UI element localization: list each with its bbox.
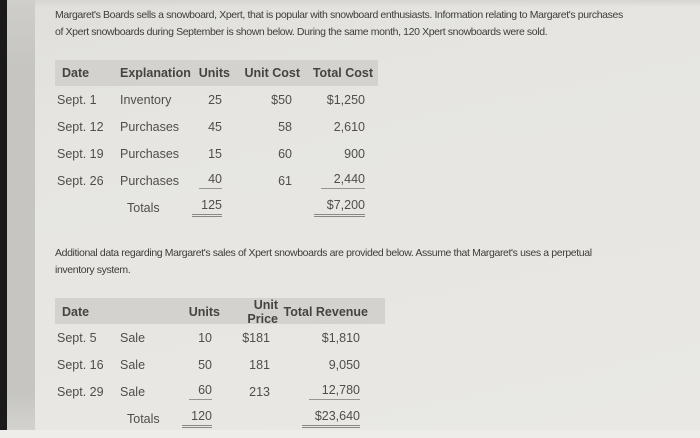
additional-paragraph [55, 245, 592, 279]
left-dark-edge [0, 0, 7, 438]
cell-total-cost: 900 [344, 146, 365, 161]
header-explanation: Explanation [120, 66, 191, 80]
cell-date: Sept. 19 [57, 146, 104, 161]
additional-line-2: inventory system. [55, 264, 131, 276]
header-date: Date [62, 66, 90, 80]
table-row [55, 113, 378, 140]
cell-total-revenue: 9,050 [328, 357, 360, 372]
intro-paragraph [55, 7, 623, 41]
cell-units: 45 [208, 119, 222, 134]
totals-label: Totals [127, 200, 160, 215]
header-total-revenue: Total Revenue [283, 305, 368, 319]
cell-unit-cost: 60 [278, 146, 292, 161]
cell-total-cost: $1,250 [326, 92, 365, 107]
cell-explanation: Purchases [120, 146, 180, 161]
cell-unit-price: 213 [249, 384, 270, 399]
totals-total-revenue: $23,640 [270, 409, 360, 428]
table-row [55, 378, 385, 405]
cell-unit-cost: $50 [271, 92, 292, 107]
totals-units: 120 [180, 409, 212, 428]
top-edge-shadow [35, 0, 700, 7]
sales-table [55, 298, 385, 432]
header-unit-price: Unit Price [247, 298, 278, 326]
purchases-table-header [55, 60, 378, 86]
table-row [55, 167, 378, 194]
cell-unit-cost: 61 [278, 173, 292, 188]
cell-date: Sept. 29 [57, 384, 104, 399]
table-row [55, 86, 378, 113]
cell-explanation: Inventory [120, 92, 172, 107]
cell-date: Sept. 16 [57, 357, 104, 372]
cell-total-revenue: $1,810 [321, 330, 360, 345]
cell-explanation: Sale [120, 357, 146, 372]
totals-total-cost: $7,200 [292, 198, 365, 217]
additional-line-1: Additional data regarding Margaret's sales of Xpert snowboards are provided below. Assume that Margaret's uses a perpetual [55, 247, 592, 259]
cell-units: 25 [208, 92, 222, 107]
cell-total-cost: 2,610 [333, 119, 365, 134]
cell-date: Sept. 26 [57, 173, 104, 188]
cell-explanation: Purchases [120, 119, 180, 134]
cell-explanation: Purchases [120, 173, 180, 188]
cell-units: 60 [180, 383, 212, 400]
bottom-edge [0, 430, 700, 438]
cell-explanation: Sale [120, 330, 146, 345]
cell-units: 40 [185, 172, 222, 189]
sales-table-header [55, 298, 385, 324]
cell-units: 50 [198, 357, 212, 372]
header-total-cost: Total Cost [312, 66, 373, 80]
intro-line-2: of Xpert snowboards during September is shown below. During the same month, 120 Xpert snowboards were sold. [55, 26, 548, 38]
purchases-table [55, 60, 378, 221]
header-unit-cost: Unit Cost [244, 66, 300, 80]
cell-total-cost: 2,440 [292, 172, 365, 189]
cell-date: Sept. 12 [57, 119, 104, 134]
totals-label: Totals [127, 411, 160, 426]
cell-unit-price: 181 [249, 357, 270, 372]
header-units: Units [198, 66, 230, 80]
totals-row [55, 194, 378, 221]
table-row [55, 351, 385, 378]
cell-explanation: Sale [120, 384, 146, 399]
table-row [55, 140, 378, 167]
totals-row [55, 405, 385, 432]
table-row [55, 324, 385, 351]
cell-units: 15 [208, 146, 222, 161]
cell-units: 10 [198, 330, 212, 345]
cell-total-revenue: 12,780 [270, 383, 360, 400]
cell-date: Sept. 5 [57, 330, 97, 345]
left-gray-margin [7, 0, 35, 438]
totals-units: 125 [185, 198, 222, 217]
cell-unit-cost: 58 [278, 119, 292, 134]
header-date: Date [62, 305, 90, 319]
cell-unit-price: $181 [242, 330, 270, 345]
cell-date: Sept. 1 [57, 92, 97, 107]
intro-line-1: Margaret's Boards sells a snowboard, Xpert, that is popular with snowboard enthusiasts. Information relating to Margaret's purchases [55, 9, 623, 21]
header-units: Units [188, 305, 220, 319]
